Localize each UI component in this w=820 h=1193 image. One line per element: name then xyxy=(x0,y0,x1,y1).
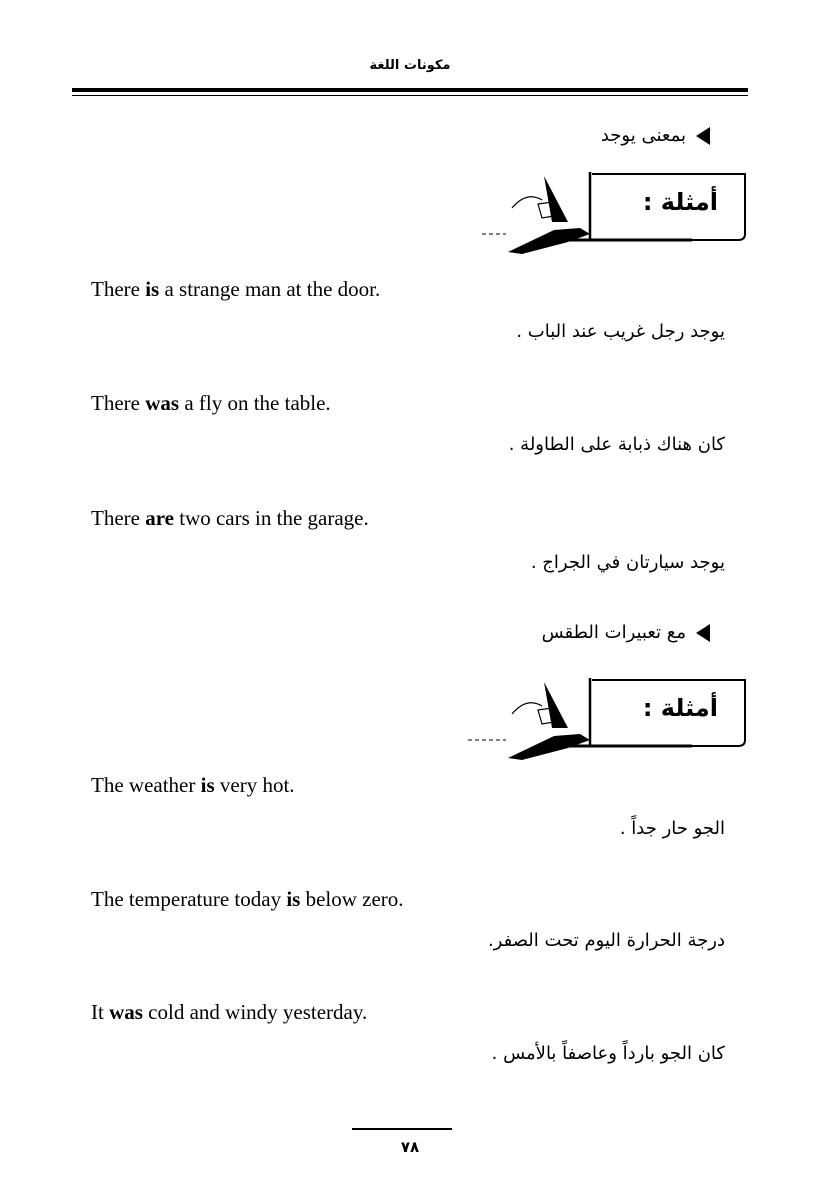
english-example: The temperature today is below zero. xyxy=(91,887,404,911)
english-example: It was cold and windy yesterday. xyxy=(91,1000,368,1024)
arabic-translation: كان هناك ذبابة على الطاولة . xyxy=(508,434,725,455)
section-heading-1 xyxy=(601,125,710,146)
examples-label-box xyxy=(462,168,752,258)
examples-label-box xyxy=(462,674,752,764)
section-heading-text: بمعنى يوجد xyxy=(600,125,686,146)
examples-label: أمثلة : xyxy=(642,188,718,216)
arabic-translation: يوجد سيارتان في الجراج . xyxy=(530,552,725,573)
english-example: The weather is very hot. xyxy=(91,773,295,797)
arabic-translation: يوجد رجل غريب عند الباب . xyxy=(516,321,725,342)
triangle-bullet-icon xyxy=(696,624,710,642)
footer-rule xyxy=(352,1128,452,1130)
section-heading-text: مع تعبيرات الطقس xyxy=(541,622,686,643)
examples-label: أمثلة : xyxy=(642,694,718,722)
arabic-translation: درجة الحرارة اليوم تحت الصفر. xyxy=(487,930,725,951)
triangle-bullet-icon xyxy=(696,127,710,145)
arabic-translation: كان الجو بارداً وعاصفاً بالأمس . xyxy=(491,1043,725,1064)
header-rule-thick xyxy=(72,88,748,92)
english-example: There are two cars in the garage. xyxy=(91,506,369,530)
english-example: There is a strange man at the door. xyxy=(91,277,381,301)
running-header: مكونات اللغة xyxy=(369,58,451,73)
page-number: ٧٨ xyxy=(400,1138,420,1156)
english-example: There was a fly on the table. xyxy=(91,391,331,415)
arabic-translation: الجو حار جداً . xyxy=(619,818,725,839)
header-rule-thin xyxy=(72,95,748,96)
section-heading-2 xyxy=(542,622,710,643)
